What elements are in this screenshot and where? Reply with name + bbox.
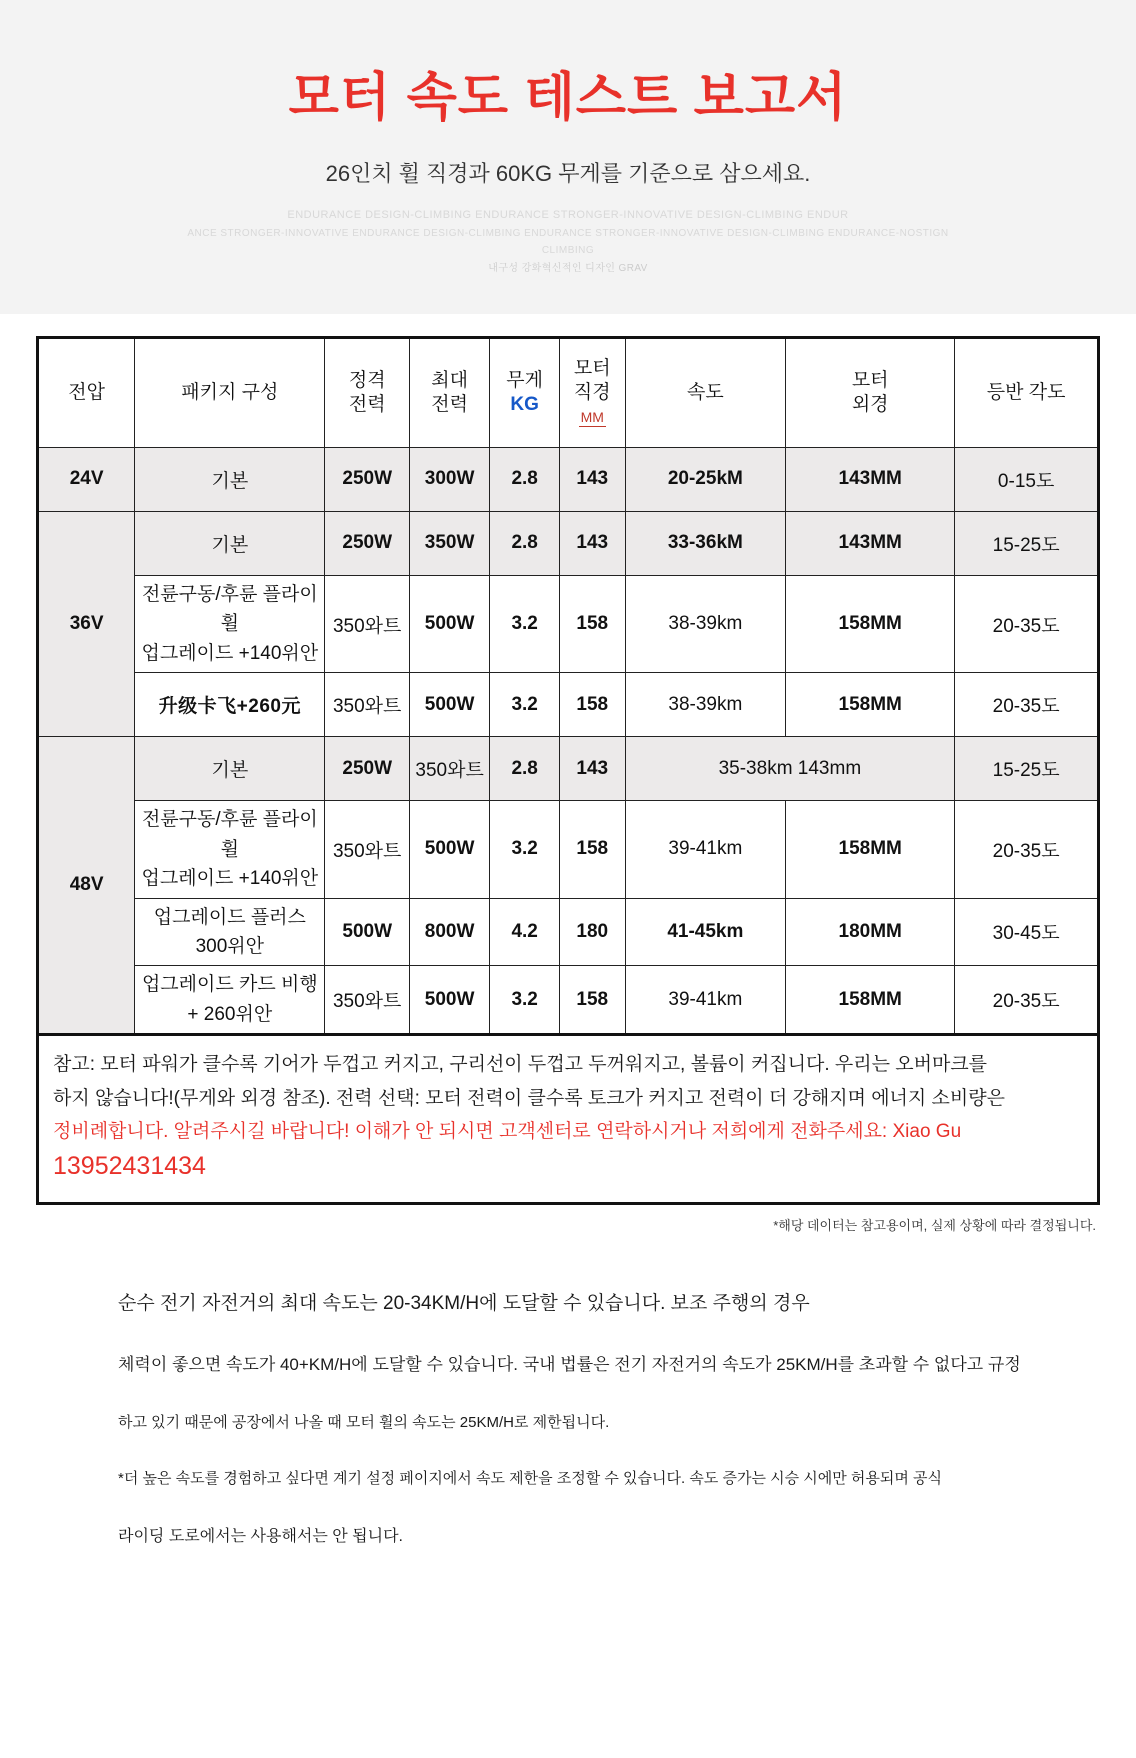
cell-outer: 158MM	[786, 801, 955, 898]
cell-package: 업그레이드 플러스 300위안	[135, 898, 325, 966]
cell-angle: 20-35도	[955, 966, 1099, 1035]
table-header-row	[38, 337, 1099, 447]
watermark-text-2: ANCE STRONGER-INNOVATIVE ENDURANCE DESIGN-CLIMBING ENDURANCE STRONGER-INNOVATIVE DESIGN-CLIMBING ENDURANCE-NOSTIGN	[187, 227, 949, 239]
cell-angle: 20-35도	[955, 673, 1099, 737]
cell-package: 업그레이드 카드 비행 + 260위안	[135, 966, 325, 1035]
footer-paragraph-2: 체력이 좋으면 속도가 40+KM/H에 도달할 수 있습니다. 국내 법률은 전기 자전거의 속도가 25KM/H를 초과할 수 없다고 규정	[118, 1355, 1021, 1374]
cell-diameter: 158	[560, 801, 626, 898]
report-header	[0, 0, 1136, 314]
th-outer-line2: 외경	[851, 393, 889, 415]
cell-package: 升级卡飞+260元	[135, 673, 325, 737]
contact-phone: 13952431434	[53, 1152, 206, 1180]
cell-max: 800W	[409, 898, 489, 966]
table-row	[38, 966, 1099, 1035]
note-line-3: 정비례합니다. 알려주시길 바랍니다! 이해가 안 되시면 고객센터로 연락하시거나 저희에게 전화주세요: Xiao Gu	[53, 1120, 962, 1142]
cell-package	[135, 801, 325, 898]
watermark-text-1: ENDURANCE DESIGN-CLIMBING ENDURANCE STRONGER-INNOVATIVE DESIGN-CLIMBING ENDUR	[287, 209, 849, 222]
th-speed: 속도	[625, 337, 786, 447]
th-outer-line1: 모터	[851, 370, 889, 392]
cell-diameter: 158	[560, 966, 626, 1035]
cell-rated: 250W	[325, 511, 410, 575]
cell-rated: 350와트	[325, 801, 410, 898]
cell-voltage: 24V	[38, 447, 135, 511]
cell-voltage: 48V	[38, 737, 135, 1035]
cell-max: 500W	[409, 673, 489, 737]
cell-weight: 2.8	[490, 511, 560, 575]
cell-speed: 41-45km	[625, 898, 786, 966]
cell-diameter: 158	[560, 673, 626, 737]
cell-max: 350W	[409, 511, 489, 575]
cell-speed: 38-39km	[625, 673, 786, 737]
th-weight-label: 무게	[506, 370, 543, 392]
cell-outer: 158MM	[786, 575, 955, 672]
spec-table	[36, 336, 1100, 1036]
cell-weight: 2.8	[490, 737, 560, 801]
cell-speed: 20-25kM	[625, 447, 786, 511]
cell-package-line1: 전륜구동/후륜 플라이휠	[141, 809, 318, 860]
th-package: 패키지 구성	[135, 337, 325, 447]
cell-speed: 39-41km	[625, 801, 786, 898]
cell-diameter: 143	[560, 737, 626, 801]
disclaimer-text: *해당 데이터는 참고용이며, 실제 상황에 따라 결정됩니다.	[773, 1217, 1096, 1233]
page-title: 모터 속도 테스트 보고서	[288, 69, 848, 127]
cell-weight: 4.2	[490, 898, 560, 966]
cell-weight: 3.2	[490, 801, 560, 898]
cell-max: 350와트	[409, 737, 489, 801]
cell-package: 기본	[135, 447, 325, 511]
cell-outer: 158MM	[786, 673, 955, 737]
table-row	[38, 575, 1099, 672]
footer-paragraph-3: 하고 있기 때문에 공장에서 나올 때 모터 휠의 속도는 25KM/H로 제한됩니다.	[118, 1413, 610, 1431]
cell-max: 500W	[409, 801, 489, 898]
th-motor-outer	[786, 337, 955, 447]
cell-outer: 143MM	[786, 511, 955, 575]
th-rated-power	[325, 337, 410, 447]
brand-tagline: 내구성 강화혁신적인 디자인 GRAV	[488, 262, 648, 274]
cell-weight: 3.2	[490, 575, 560, 672]
cell-diameter: 180	[560, 898, 626, 966]
cell-voltage: 36V	[38, 511, 135, 736]
cell-diameter: 158	[560, 575, 626, 672]
th-motor-diameter	[560, 337, 626, 447]
th-max-line2: 전력	[431, 393, 468, 415]
cell-speed: 39-41km	[625, 966, 786, 1035]
cell-rated: 500W	[325, 898, 410, 966]
th-rated-line2: 전력	[348, 393, 386, 415]
cell-max: 300W	[409, 447, 489, 511]
note-box	[36, 1036, 1100, 1204]
cell-rated: 250W	[325, 447, 410, 511]
cell-angle: 20-35도	[955, 575, 1099, 672]
cell-rated: 350와트	[325, 575, 410, 672]
cell-speed: 38-39km	[625, 575, 786, 672]
cell-diameter: 143	[560, 447, 626, 511]
cell-angle: 30-45도	[955, 898, 1099, 966]
cell-weight: 3.2	[490, 673, 560, 737]
th-rated-line1: 정격	[348, 370, 386, 392]
cell-max: 500W	[409, 966, 489, 1035]
th-weight	[490, 337, 560, 447]
th-max-line1: 최대	[431, 370, 468, 392]
cell-weight: 2.8	[490, 447, 560, 511]
cell-package	[135, 575, 325, 672]
th-voltage: 전압	[38, 337, 135, 447]
th-dia-line2: 직경	[573, 382, 611, 403]
cell-package-line2: 업그레이드 +140위안	[141, 642, 319, 664]
cell-angle: 15-25도	[955, 511, 1099, 575]
cell-outer: 158MM	[786, 966, 955, 1035]
th-weight-unit: KG	[510, 393, 539, 415]
table-row	[38, 673, 1099, 737]
note-line-1: 참고: 모터 파워가 클수록 기어가 두껍고 커지고, 구리선이 두껍고 두꺼워지고, 볼륨이 커집니다. 우리는 오버마크를	[53, 1054, 988, 1076]
cell-outer: 180MM	[786, 898, 955, 966]
table-row	[38, 898, 1099, 966]
table-row	[38, 511, 1099, 575]
th-dia-unit: MM	[579, 409, 606, 428]
cell-angle: 15-25도	[955, 737, 1099, 801]
cell-package-line1: 전륜구동/후륜 플라이휠	[141, 583, 318, 635]
footer-paragraph-5: 라이딩 도로에서는 사용해서는 안 됩니다.	[118, 1527, 403, 1545]
cell-outer: 143MM	[786, 447, 955, 511]
footer-paragraph-1: 순수 전기 자전거의 최대 속도는 20-34KM/H에 도달할 수 있습니다. 보조 주행의 경우	[118, 1292, 810, 1314]
table-row	[38, 801, 1099, 898]
cell-package-line2: 업그레이드 +140위안	[141, 868, 319, 890]
th-dia-line1: 모터	[573, 358, 611, 380]
cell-speed: 35-38km 143mm	[625, 737, 955, 801]
th-climb-angle: 등반 각도	[955, 337, 1099, 447]
table-row	[38, 737, 1099, 801]
cell-package: 기본	[135, 511, 325, 575]
note-line-2: 하지 않습니다!(무게와 외경 참조). 전력 선택: 모터 전력이 클수록 토크가 커지고 전력이 더 강해지며 에너지 소비량은	[53, 1087, 1005, 1109]
cell-rated: 350와트	[325, 673, 410, 737]
watermark-text-3: CLIMBING	[541, 244, 595, 256]
table-row	[38, 447, 1099, 511]
footer-notes	[0, 1234, 1136, 1623]
cell-rated: 350와트	[325, 966, 410, 1035]
cell-weight: 3.2	[490, 966, 560, 1035]
th-max-power	[409, 337, 489, 447]
footer-paragraph-4: *더 높은 속도를 경험하고 싶다면 계기 설정 페이지에서 속도 제한을 조정할 수 있습니다. 속도 증가는 시승 시에만 허용되며 공식	[118, 1470, 943, 1487]
cell-angle: 0-15도	[955, 447, 1099, 511]
cell-speed: 33-36kM	[625, 511, 786, 575]
cell-diameter: 143	[560, 511, 626, 575]
cell-package: 기본	[135, 737, 325, 801]
cell-max: 500W	[409, 575, 489, 672]
cell-angle: 20-35도	[955, 801, 1099, 898]
spec-table-wrapper	[0, 314, 1136, 1036]
header-subtitle: 26인치 휠 직경과 60KG 무게를 기준으로 삼으세요.	[325, 161, 811, 187]
cell-rated: 250W	[325, 737, 410, 801]
